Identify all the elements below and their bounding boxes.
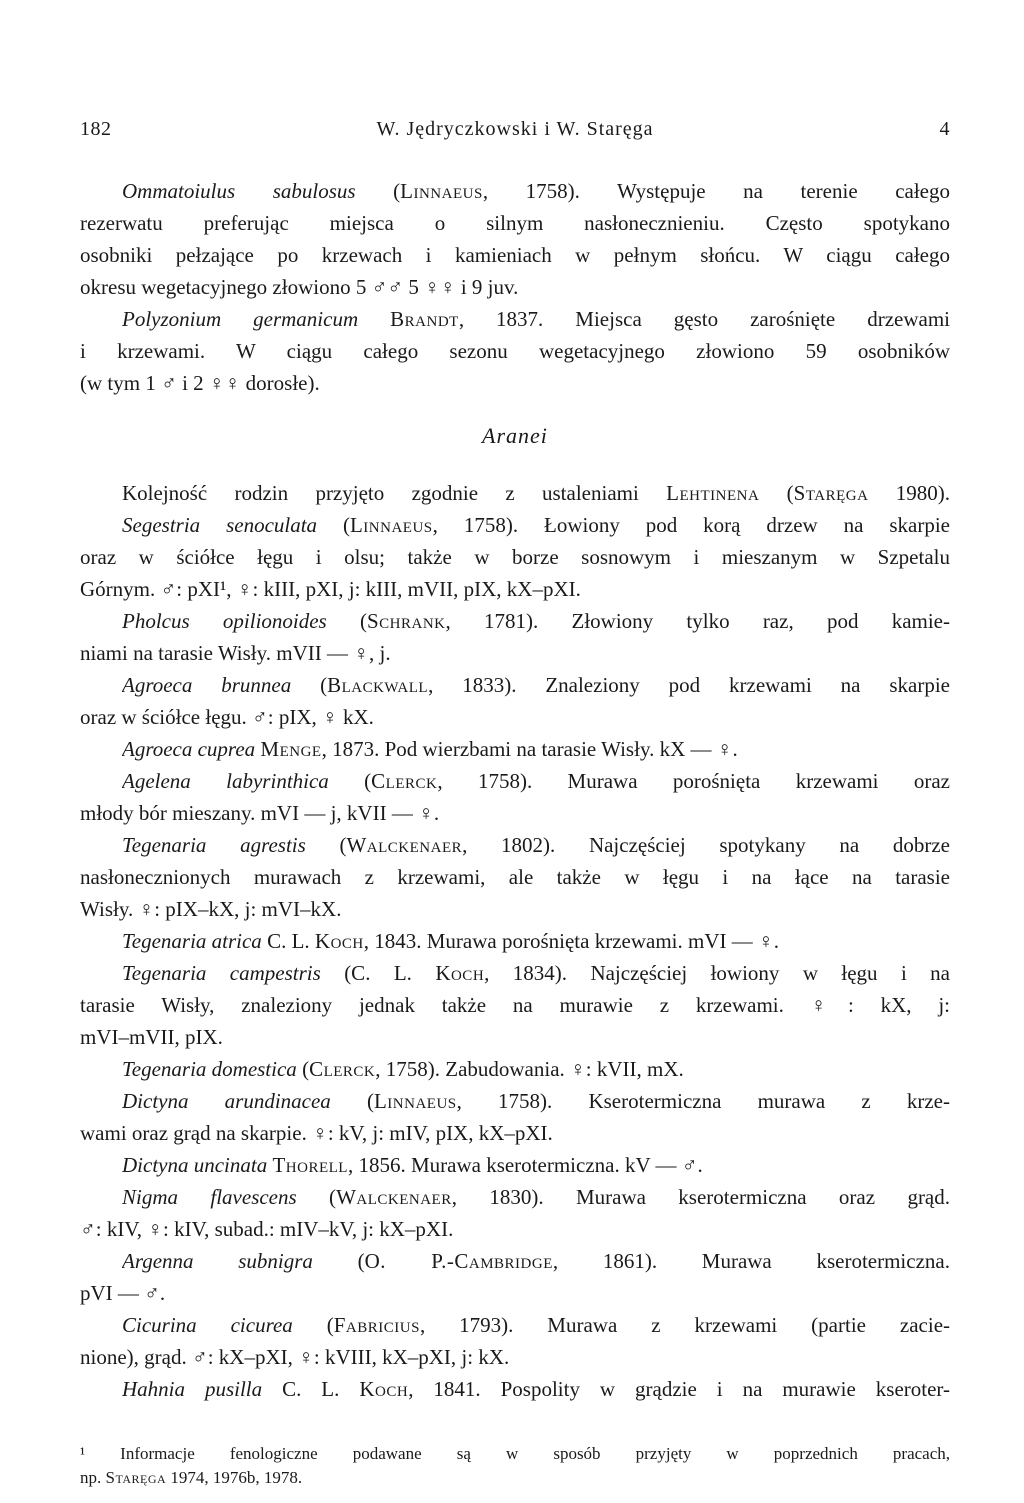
text-line: niami na tarasie Wisły. mVII — ♀, j. [80, 641, 391, 665]
text-line: osobniki pełzające po krzewach i kamieniach w pełnym słońcu. W ciągu całego [80, 243, 950, 267]
footnote-line: ¹ Informacje fenologiczne podawane są w sposób przyjęty w poprzednich pracach, [80, 1444, 950, 1463]
text-line: Tegenaria atrica C. L. Koch, 1843. Murawa porośnięta krzewami. mVI — ♀. [122, 929, 779, 953]
text-line: oraz w ściółce łęgu. ♂: pIX, ♀ kX. [80, 705, 374, 729]
text-line: Polyzonium germanicum Brandt, 1837. Miejsca gęsto zarośnięte drzewami [122, 307, 950, 331]
text-line: nasłonecznionych murawach z krzewami, ale także w łęgu i na łące na tarasie [80, 865, 950, 889]
text-line: Dictyna uncinata Thorell, 1856. Murawa kserotermiczna. kV — ♂. [122, 1153, 703, 1177]
text-line: Tegenaria campestris (C. L. Koch, 1834). Najczęściej łowiony w łęgu i na [122, 961, 950, 985]
text-line: mVI–mVII, pIX. [80, 1025, 223, 1049]
section-title: Aranei [482, 423, 548, 448]
text-line: i krzewami. W ciągu całego sezonu wegetacyjnego złowiono 59 osobników [80, 339, 950, 363]
text-line: Agroeca cuprea Menge, 1873. Pod wierzbami na tarasie Wisły. kX — ♀. [122, 737, 738, 761]
text-line: tarasie Wisły, znaleziony jednak także na murawie z krzewami. ♀: kX, j: [80, 993, 950, 1017]
text-line: Górnym. ♂: pXI¹, ♀: kIII, pXI, j: kIII, mVII, pIX, kX–pXI. [80, 577, 581, 601]
text-line: Hahnia pusilla C. L. Koch, 1841. Pospolity w grądzie i na murawie kseroter- [122, 1377, 950, 1401]
text-line: Tegenaria domestica (Clerck, 1758). Zabudowania. ♀: kVII, mX. [122, 1057, 684, 1081]
page-number: 182 [80, 118, 112, 140]
text-line: oraz w ściółce łęgu i olsu; także w borze sosnowym i mieszanym w Szpetalu [80, 545, 950, 569]
issue-number: 4 [939, 118, 950, 140]
text-line: (w tym 1 ♂ i 2 ♀♀ dorosłe). [80, 371, 320, 395]
text-line: wami oraz grąd na skarpie. ♀: kV, j: mIV, pIX, kX–pXI. [80, 1121, 553, 1145]
text-line: Ommatoiulus sabulosus (Linnaeus, 1758). Występuje na terenie całego [122, 179, 950, 203]
running-header [80, 118, 950, 152]
text-line: Tegenaria agrestis (Walckenaer, 1802). Najczęściej spotykany na dobrze [122, 833, 950, 857]
footnote-line: np. Staręga 1974, 1976b, 1978. [80, 1468, 303, 1487]
text-line: Agelena labyrinthica (Clerck, 1758). Murawa porośnięta krzewami oraz [122, 769, 950, 793]
text-line: Kolejność rodzin przyjęto zgodnie z ustaleniami Lehtinena (Staręga 1980). [122, 481, 950, 505]
running-authors: W. Jędryczkowski i W. Staręga [376, 118, 654, 140]
text-line: Segestria senoculata (Linnaeus, 1758). Łowiony pod korą drzew na skarpie [122, 513, 950, 537]
text-line: okresu wegetacyjnego złowiono 5 ♂♂ 5 ♀♀ i 9 juv. [80, 275, 519, 299]
text-line: Dictyna arundinacea (Linnaeus, 1758). Kserotermiczna murawa z krze- [122, 1089, 950, 1113]
text-line: Argenna subnigra (O. P.-Cambridge, 1861). Murawa kserotermiczna. [122, 1249, 950, 1273]
text-line: nione), grąd. ♂: kX–pXI, ♀: kVIII, kX–pXI, j: kX. [80, 1345, 510, 1369]
text-line: Pholcus opilionoides (Schrank, 1781). Złowiony tylko raz, pod kamie- [122, 609, 950, 633]
text-line: rezerwatu preferując miejsca o silnym nasłonecznieniu. Często spotykano [80, 211, 950, 235]
text-line: ♂: kIV, ♀: kIV, subad.: mIV–kV, j: kX–pXI. [80, 1217, 454, 1241]
text-line: Nigma flavescens (Walckenaer, 1830). Murawa kserotermiczna oraz grąd. [122, 1185, 950, 1209]
text-line: Wisły. ♀: pIX–kX, j: mVI–kX. [80, 897, 342, 921]
text-line: pVI — ♂. [80, 1281, 166, 1305]
text-line: Agroeca brunnea (Blackwall, 1833). Znaleziony pod krzewami na skarpie [122, 673, 950, 697]
text-line: Cicurina cicurea (Fabricius, 1793). Murawa z krzewami (partie zacie- [122, 1313, 950, 1337]
text-line: młody bór mieszany. mVI — j, kVII — ♀. [80, 801, 440, 825]
